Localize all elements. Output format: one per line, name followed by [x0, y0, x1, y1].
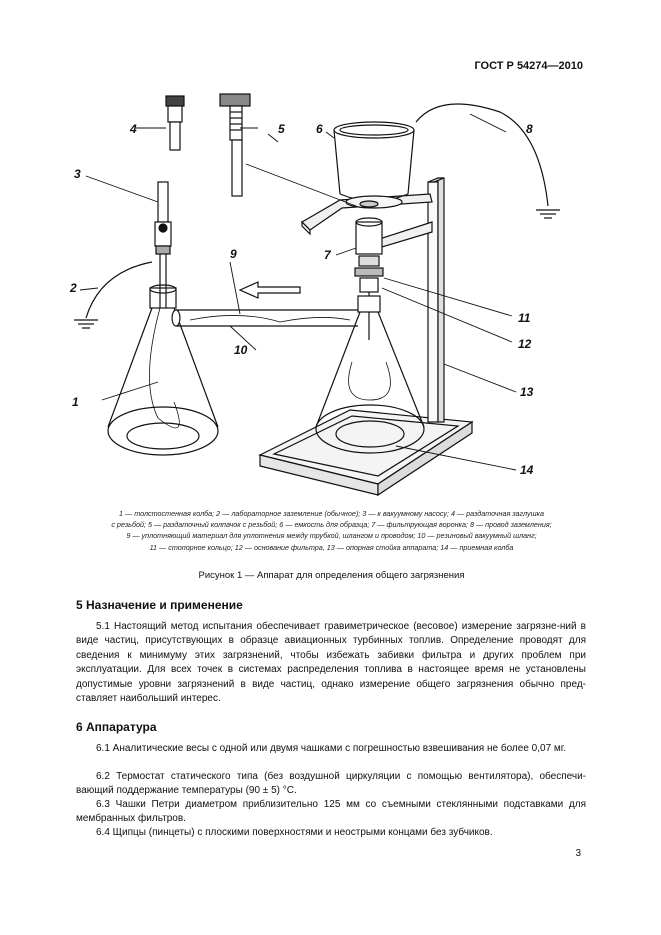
sample-container — [334, 122, 414, 208]
section-5-paragraph — [76, 620, 586, 706]
legend-line: 9 — уплотняющий материал для уплотнения между трубкой, шлангом и проводом; 10 — резиновый вакуумный шланг; — [126, 531, 537, 541]
label-14: 14 — [520, 463, 534, 477]
vacuum-line — [155, 182, 171, 254]
page-number: 3 — [575, 848, 581, 859]
label-11: 11 — [518, 311, 531, 325]
legend-line: 11 — стопорное кольцо; 12 — основание фильтра, 13 — опорная стойка аппарата; 14 — приемная колба — [149, 542, 514, 552]
standard-header: ГОСТ Р 54274—2010 — [474, 60, 583, 72]
section-6-title: 6 Аппаратура — [76, 720, 157, 734]
legend-line: с резьбой; 5 — раздаточный колпачок с резьбой; 6 — емкость для образца; 7 — фильтрующая воронка; 8 — провод заземления; — [111, 520, 552, 530]
label-8: 8 — [526, 122, 533, 136]
thick-walled-flask — [108, 252, 218, 455]
dispensing-stopper — [166, 96, 184, 150]
label-5: 5 — [278, 122, 285, 136]
paragraph-text: 6.4 Щипцы (пинцеты) с плоскими поверхностями и неострыми концами без зубчиков. — [96, 827, 493, 838]
paragraph-text: 6.3 Чашки Петри диаметром приблизительно 125 мм со съемными стеклянными подставками для мембранных фильтров. — [76, 799, 586, 825]
label-13: 13 — [520, 385, 534, 399]
section-5-title: 5 Назначение и применение — [76, 598, 243, 612]
section-6-item-1 — [76, 742, 586, 756]
paragraph-text: 6.2 Термостат статического типа (без воздушной циркуляции с помощью вентилятора), обеспечи-вающий поддержание температуры (90 ± 5) °С. — [76, 771, 586, 797]
section-6-item-2 — [76, 770, 586, 799]
paragraph-text: 6.1 Аналитические весы с одной или двумя чашками с погрешностью взвешивания не более 0,07 мг. — [96, 743, 566, 754]
flow-arrow — [240, 282, 300, 298]
paragraph-text: 5.1 Настоящий метод испытания обеспечивает гравиметрическое (весовое) измерение загрязне-ний в виде частиц, присутствующих в образце авиационных турбинных топлив. Определение проводят для сведения к минимуму этих загрязнений, чтобы избежать забивки фильтра и других проблем при эксплуатации. Для всех точек в системах распределения топлива в настоящее время не установлены допустимые уровни загрязнений в виде частиц, однако измерение общего загрязнения обычно пред-ставляет наибольший интерес. — [76, 621, 586, 705]
filter-funnel — [355, 218, 383, 340]
section-6-item-3 — [76, 798, 586, 827]
label-7: 7 — [324, 248, 331, 262]
apparatus-figure — [40, 82, 620, 500]
apparatus-drawing — [40, 82, 620, 500]
label-2: 2 — [70, 281, 77, 295]
legend-line: 1 — толстостенная колба; 2 — лабораторное заземление (обычное); 3 — к вакуумному насосу; 4 — раздаточная заглушка — [119, 509, 544, 518]
dispensing-cap — [220, 94, 250, 196]
support-stand — [428, 178, 444, 422]
label-10: 10 — [234, 343, 248, 357]
label-1: 1 — [72, 395, 79, 409]
section-6-item-4 — [76, 826, 586, 840]
label-6: 6 — [316, 122, 323, 136]
figure-caption: Рисунок 1 — Аппарат для определения общего загрязнения — [198, 570, 465, 581]
label-4: 4 — [130, 122, 137, 136]
figure-legend — [44, 508, 619, 553]
label-3: 3 — [74, 167, 81, 181]
connecting-hose — [172, 310, 358, 326]
label-9: 9 — [230, 247, 237, 261]
label-12: 12 — [518, 337, 532, 351]
